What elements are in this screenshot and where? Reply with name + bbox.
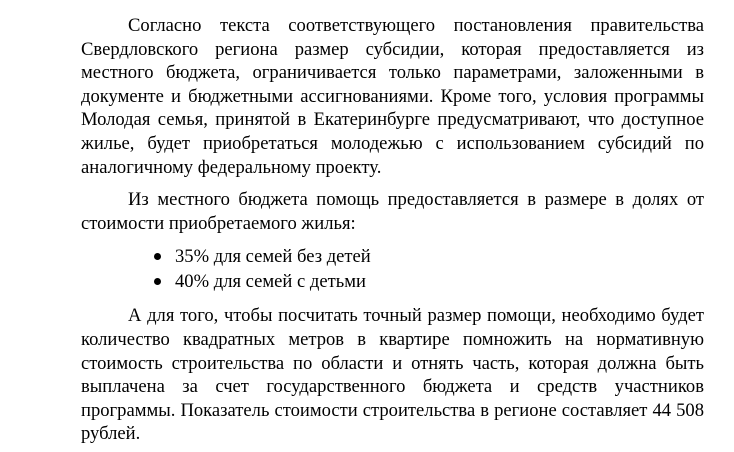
- list-item: [81, 244, 704, 269]
- list-item-text: 40% для семей с детьми: [175, 271, 366, 293]
- paragraph-local-budget-share: Из местного бюджета помощь предоставляется в размере в долях от стоимости приобретаемого жилья:: [81, 189, 704, 234]
- list-item: [81, 269, 704, 294]
- list-item-text: 35% для семей без детей: [175, 246, 371, 268]
- bullet-list: [81, 244, 704, 294]
- bullet-dot-icon: [154, 278, 161, 285]
- paragraph-subsidy-rules: Согласно текста соответствующего постановления правительства Свердловского региона размер субсидии, которая предоставляется из местного бюджета, ограничивается только параметрами, заложенными в документе и бюджетными ассигнованиями. Кроме того, условия программы Молодая семья, принятой в Екатеринбурге предусматривают, что доступное жилье, будет приобретаться молодежью с использованием субсидий по аналогичному федеральному проекту.: [81, 15, 704, 178]
- bullet-dot-icon: [154, 253, 161, 260]
- paragraph-calculation: А для того, чтобы посчитать точный размер помощи, необходимо будет количество квадратных метров в квартире помножить на нормативную стоимость строительства по области и отнять часть, которая должна быть выплачена за счет государственного бюджета и средств участников программы. Показатель стоимости строительства в регионе составляет 44 508 рублей.: [81, 305, 704, 445]
